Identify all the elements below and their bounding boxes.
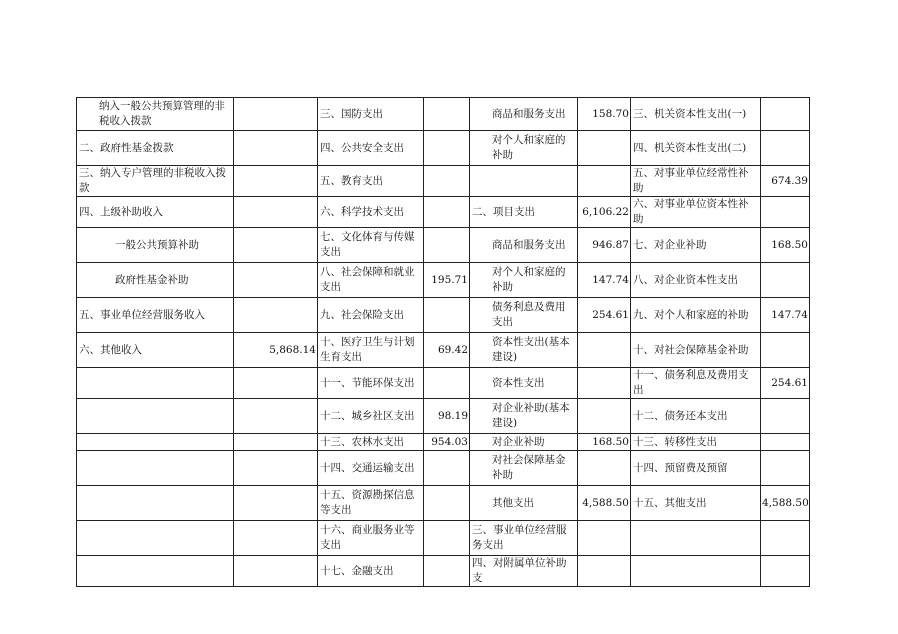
government-expense-item — [631, 556, 761, 587]
revenue-amount — [234, 98, 318, 131]
government-expense-item: 三、机关资本性支出(一) — [631, 98, 761, 131]
economic-expense-amount: 4,588.50 — [578, 486, 631, 521]
economic-expense-item: 商品和服务支出 — [470, 98, 578, 131]
function-expense-item: 四、公共安全支出 — [318, 131, 424, 166]
government-expense-amount — [761, 451, 810, 486]
function-expense-item: 十六、商业服务业等支出 — [318, 521, 424, 556]
function-expense-item: 十五、资源勘探信息等支出 — [318, 486, 424, 521]
revenue-item — [77, 521, 234, 556]
revenue-item: 纳入一般公共预算管理的非税收入拨款 — [77, 98, 234, 131]
revenue-amount — [234, 228, 318, 263]
revenue-amount — [234, 166, 318, 197]
function-expense-amount — [424, 298, 470, 333]
function-expense-item: 五、教育支出 — [318, 166, 424, 197]
economic-expense-item: 资本性支出 — [470, 368, 578, 399]
revenue-item — [77, 399, 234, 434]
table-row — [77, 263, 810, 298]
function-expense-amount — [424, 451, 470, 486]
revenue-item — [77, 368, 234, 399]
revenue-item — [77, 434, 234, 451]
revenue-amount: 5,868.14 — [234, 333, 318, 368]
function-expense-item: 三、国防支出 — [318, 98, 424, 131]
function-expense-amount: 98.19 — [424, 399, 470, 434]
function-expense-amount — [424, 98, 470, 131]
government-expense-item: 九、对个人和家庭的补助 — [631, 298, 761, 333]
government-expense-item: 八、对企业资本性支出 — [631, 263, 761, 298]
government-expense-amount — [761, 434, 810, 451]
function-expense-amount — [424, 486, 470, 521]
revenue-amount — [234, 521, 318, 556]
government-expense-amount: 168.50 — [761, 228, 810, 263]
function-expense-item: 六、科学技术支出 — [318, 197, 424, 228]
revenue-item — [77, 556, 234, 587]
government-expense-item: 十、对社会保障基金补助 — [631, 333, 761, 368]
table-row — [77, 451, 810, 486]
revenue-amount — [234, 556, 318, 587]
revenue-item: 六、其他收入 — [77, 333, 234, 368]
government-expense-item: 十三、转移性支出 — [631, 434, 761, 451]
economic-expense-item: 商品和服务支出 — [470, 228, 578, 263]
economic-expense-item — [470, 166, 578, 197]
function-expense-item: 十三、农林水支出 — [318, 434, 424, 451]
economic-expense-amount: 168.50 — [578, 434, 631, 451]
function-expense-item: 十一、节能环保支出 — [318, 368, 424, 399]
government-expense-amount: 4,588.50 — [761, 486, 810, 521]
function-expense-item: 十四、交通运输支出 — [318, 451, 424, 486]
function-expense-amount — [424, 131, 470, 166]
table-row — [77, 486, 810, 521]
function-expense-item: 九、社会保险支出 — [318, 298, 424, 333]
economic-expense-item: 二、项目支出 — [470, 197, 578, 228]
revenue-amount — [234, 434, 318, 451]
revenue-amount — [234, 131, 318, 166]
revenue-item: 二、政府性基金拨款 — [77, 131, 234, 166]
revenue-amount — [234, 486, 318, 521]
table-row — [77, 368, 810, 399]
budget-table — [76, 97, 810, 587]
function-expense-amount — [424, 368, 470, 399]
government-expense-item — [631, 521, 761, 556]
table-row — [77, 98, 810, 131]
function-expense-amount: 954.03 — [424, 434, 470, 451]
government-expense-amount — [761, 521, 810, 556]
economic-expense-item: 四、对附属单位补助支 — [470, 556, 578, 587]
function-expense-item: 十二、城乡社区支出 — [318, 399, 424, 434]
economic-expense-item: 对个人和家庭的补助 — [470, 131, 578, 166]
government-expense-amount — [761, 98, 810, 131]
revenue-amount — [234, 451, 318, 486]
economic-expense-item: 对个人和家庭的补助 — [470, 263, 578, 298]
table-row — [77, 228, 810, 263]
economic-expense-amount — [578, 166, 631, 197]
government-expense-amount — [761, 333, 810, 368]
revenue-amount — [234, 399, 318, 434]
economic-expense-amount: 147.74 — [578, 263, 631, 298]
revenue-item: 五、事业单位经营服务收入 — [77, 298, 234, 333]
revenue-item: 四、上级补助收入 — [77, 197, 234, 228]
revenue-amount — [234, 263, 318, 298]
function-expense-amount — [424, 228, 470, 263]
revenue-amount — [234, 197, 318, 228]
table-row — [77, 197, 810, 228]
function-expense-amount — [424, 521, 470, 556]
table-row — [77, 131, 810, 166]
economic-expense-amount — [578, 399, 631, 434]
economic-expense-item: 其他支出 — [470, 486, 578, 521]
economic-expense-amount — [578, 556, 631, 587]
government-expense-item: 十四、预留费及预留 — [631, 451, 761, 486]
economic-expense-amount — [578, 451, 631, 486]
economic-expense-amount — [578, 521, 631, 556]
function-expense-amount — [424, 166, 470, 197]
table-row — [77, 556, 810, 587]
function-expense-item: 八、社会保障和就业支出 — [318, 263, 424, 298]
table-row — [77, 166, 810, 197]
revenue-item: 三、纳入专户管理的非税收入拨款 — [77, 166, 234, 197]
function-expense-item: 十、医疗卫生与计划生育支出 — [318, 333, 424, 368]
function-expense-item: 十七、金融支出 — [318, 556, 424, 587]
table-row — [77, 399, 810, 434]
government-expense-amount — [761, 263, 810, 298]
government-expense-amount: 254.61 — [761, 368, 810, 399]
table-row — [77, 333, 810, 368]
economic-expense-item: 对社会保障基金补助 — [470, 451, 578, 486]
economic-expense-item: 对企业补助(基本建设) — [470, 399, 578, 434]
economic-expense-amount — [578, 131, 631, 166]
table-row — [77, 521, 810, 556]
government-expense-amount — [761, 131, 810, 166]
government-expense-item: 五、对事业单位经常性补助 — [631, 166, 761, 197]
function-expense-amount: 195.71 — [424, 263, 470, 298]
revenue-item — [77, 451, 234, 486]
revenue-item: 一般公共预算补助 — [77, 228, 234, 263]
economic-expense-amount: 158.70 — [578, 98, 631, 131]
government-expense-item: 十一、债务利息及费用支出 — [631, 368, 761, 399]
revenue-item: 政府性基金补助 — [77, 263, 234, 298]
economic-expense-item: 对企业补助 — [470, 434, 578, 451]
function-expense-amount — [424, 556, 470, 587]
government-expense-item: 十五、其他支出 — [631, 486, 761, 521]
government-expense-item: 四、机关资本性支出(二) — [631, 131, 761, 166]
government-expense-amount: 674.39 — [761, 166, 810, 197]
revenue-amount — [234, 298, 318, 333]
economic-expense-amount: 6,106.22 — [578, 197, 631, 228]
economic-expense-item: 三、事业单位经营服务支出 — [470, 521, 578, 556]
government-expense-amount — [761, 556, 810, 587]
government-expense-item: 七、对企业补助 — [631, 228, 761, 263]
economic-expense-item: 资本性支出(基本建设) — [470, 333, 578, 368]
government-expense-amount — [761, 197, 810, 228]
function-expense-item: 七、文化体育与传媒支出 — [318, 228, 424, 263]
government-expense-amount: 147.74 — [761, 298, 810, 333]
economic-expense-amount — [578, 333, 631, 368]
revenue-amount — [234, 368, 318, 399]
table-row — [77, 434, 810, 451]
economic-expense-amount: 254.61 — [578, 298, 631, 333]
government-expense-amount — [761, 399, 810, 434]
government-expense-item: 六、对事业单位资本性补助 — [631, 197, 761, 228]
economic-expense-amount — [578, 368, 631, 399]
revenue-item — [77, 486, 234, 521]
function-expense-amount: 69.42 — [424, 333, 470, 368]
function-expense-amount — [424, 197, 470, 228]
economic-expense-item: 债务利息及费用支出 — [470, 298, 578, 333]
economic-expense-amount: 946.87 — [578, 228, 631, 263]
government-expense-item: 十二、债务还本支出 — [631, 399, 761, 434]
table-row — [77, 298, 810, 333]
